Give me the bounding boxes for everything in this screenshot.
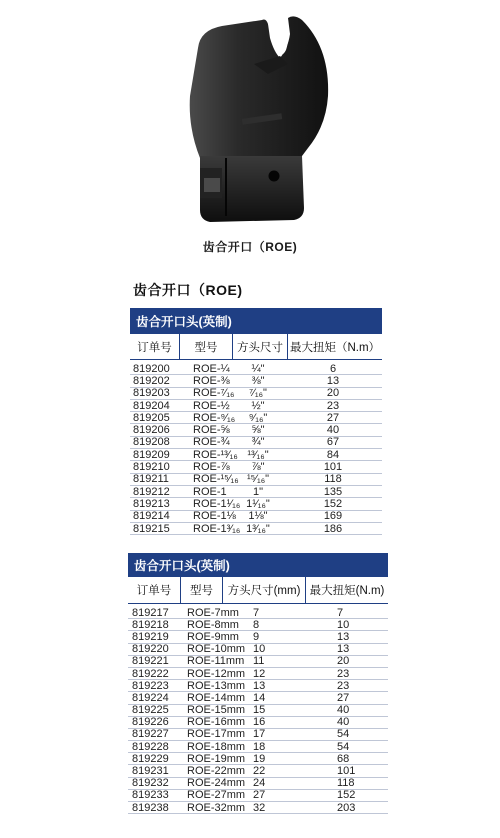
cell-model: ROE-½ [193, 399, 230, 412]
header-model: 型号 [179, 334, 232, 359]
cell-max-torque: 101 [337, 765, 356, 778]
cell-order-no: 819229 [132, 752, 169, 765]
table-row [128, 607, 388, 619]
header-model: 型号 [180, 577, 222, 603]
imperial-table [130, 308, 382, 535]
table-title: 齿合开口头(英制) [128, 553, 388, 576]
section-title: 齿合开口（ROE) [133, 282, 243, 298]
cell-square-size: 32 [253, 801, 266, 814]
cell-square-size: ⅞" [251, 461, 265, 474]
cell-max-torque: 13 [337, 630, 350, 643]
cell-order-no: 819219 [132, 630, 169, 643]
cell-max-torque: 40 [326, 424, 340, 437]
cell-max-torque: 27 [326, 411, 340, 424]
cell-model: ROE-15mm [187, 704, 246, 717]
product-caption: 齿合开口（ROE) [202, 240, 298, 254]
cell-model: ROE-1⅛ [193, 510, 236, 523]
cell-square-size: 27 [253, 789, 266, 802]
cell-model: ROE-⁷⁄₁₆ [193, 387, 235, 400]
header-order-no: 订单号 [137, 341, 172, 354]
cell-max-torque: 13 [337, 643, 350, 656]
cell-model: ROE-27mm [187, 789, 246, 802]
table-row [128, 790, 388, 802]
cell-max-torque: 203 [337, 801, 356, 814]
cell-model: ROE-⅝ [193, 424, 230, 437]
table-row [130, 523, 382, 535]
cell-square-size: ⅝" [251, 424, 265, 437]
cell-max-torque: 84 [326, 448, 340, 461]
header-square-size: 方头尺寸 [232, 334, 287, 359]
table-row [130, 375, 382, 387]
cell-square-size: ⅜" [251, 374, 265, 387]
cell-square-size: ¼" [251, 362, 265, 375]
table-row [130, 437, 382, 449]
cell-max-torque: 23 [326, 399, 340, 412]
cell-max-torque: 13 [326, 374, 340, 387]
table-row [130, 388, 382, 400]
cell-max-torque: 186 [323, 522, 343, 535]
table-row [130, 511, 382, 523]
table-header-row [130, 334, 382, 360]
cell-order-no: 819213 [133, 497, 170, 510]
table-row [128, 619, 388, 631]
cell-order-no: 819227 [132, 728, 169, 741]
cell-max-torque: 152 [337, 789, 356, 802]
cell-max-torque: 68 [337, 752, 350, 765]
table-row [128, 680, 388, 692]
cell-model: ROE-⅜ [193, 374, 230, 387]
cell-model: ROE-14mm [187, 691, 246, 704]
cell-max-torque: 54 [337, 740, 350, 753]
cell-square-size: 18 [253, 740, 266, 753]
cell-model: ROE-12mm [187, 667, 246, 680]
cell-square-size: ¹⁵⁄₁₆" [246, 473, 270, 486]
cell-model: ROE-32mm [187, 801, 246, 814]
cell-order-no: 819209 [133, 448, 170, 461]
cell-order-no: 819231 [132, 765, 169, 778]
table-row [128, 644, 388, 656]
header-square-size: 方头尺寸(mm) [222, 577, 305, 603]
metric-table [128, 553, 388, 814]
cell-model: ROE-19mm [187, 752, 246, 765]
cell-order-no: 819206 [133, 424, 170, 437]
cell-square-size: 15 [253, 704, 266, 717]
cell-max-torque: 40 [337, 704, 350, 717]
cell-square-size: ⁹⁄₁₆" [248, 411, 268, 424]
cell-model: ROE-¹³⁄₁₆ [193, 448, 238, 461]
table-row [128, 802, 388, 814]
cell-model: ROE-18mm [187, 740, 246, 753]
cell-order-no: 819204 [133, 399, 170, 412]
cell-model: ROE-16mm [187, 716, 246, 729]
table-row [130, 424, 382, 436]
cell-order-no: 819203 [133, 387, 170, 400]
cell-square-size: ¹³⁄₁₆" [247, 448, 269, 461]
cell-model: ROE-10mm [187, 643, 246, 656]
cell-model: ROE-1 [193, 485, 227, 498]
cell-model: ROE-1³⁄₁₆ [193, 522, 241, 535]
table-row [128, 631, 388, 643]
table-row [130, 486, 382, 498]
cell-square-size: 11 [253, 655, 265, 668]
cell-order-no: 819226 [132, 716, 169, 729]
cell-order-no: 819224 [132, 691, 169, 704]
cell-order-no: 819211 [133, 473, 169, 486]
cell-order-no: 819214 [133, 510, 170, 523]
cell-square-size: 1⅛" [248, 510, 268, 523]
cell-square-size: 19 [253, 752, 266, 765]
cell-square-size: 10 [253, 643, 266, 656]
cell-order-no: 819208 [133, 436, 170, 449]
table-row [128, 741, 388, 753]
cell-order-no: 819212 [133, 485, 170, 498]
cell-model: ROE-9mm [187, 630, 239, 643]
table-row [128, 705, 388, 717]
cell-model: ROE-¾ [193, 436, 230, 449]
cell-order-no: 819218 [132, 618, 169, 631]
cell-square-size: 7 [253, 606, 260, 619]
cell-model: ROE-11mm [187, 655, 245, 668]
cell-square-size: 24 [253, 777, 266, 790]
cell-max-torque: 20 [326, 387, 340, 400]
cell-max-torque: 7 [337, 606, 344, 619]
cell-max-torque: 40 [337, 716, 350, 729]
cell-square-size: 13 [253, 679, 266, 692]
table-row [128, 729, 388, 741]
header-max-torque: 最大扭矩（N.m） [287, 334, 382, 359]
cell-max-torque: 6 [329, 362, 337, 375]
table-row [130, 412, 382, 424]
cell-max-torque: 20 [337, 655, 350, 668]
cell-model: ROE-7mm [187, 606, 239, 619]
table-row [128, 692, 388, 704]
cell-order-no: 819223 [132, 679, 169, 692]
cell-max-torque: 54 [337, 728, 350, 741]
cell-order-no: 819215 [133, 522, 170, 535]
cell-square-size: ¾" [251, 436, 265, 449]
cell-order-no: 819205 [133, 411, 170, 424]
cell-model: ROE-24mm [187, 777, 246, 790]
cell-model: ROE-⅞ [193, 461, 230, 474]
cell-order-no: 819233 [132, 789, 169, 802]
cell-square-size: ⁷⁄₁₆" [249, 387, 267, 400]
cell-order-no: 819202 [133, 374, 170, 387]
cell-square-size: 1" [252, 485, 264, 498]
cell-max-torque: 10 [337, 618, 350, 631]
cell-max-torque: 101 [323, 461, 343, 474]
cell-square-size: 22 [253, 765, 266, 778]
cell-model: ROE-22mm [187, 765, 246, 778]
cell-order-no: 819225 [132, 704, 169, 717]
cell-model: ROE-17mm [187, 728, 246, 741]
cell-order-no: 819232 [132, 777, 169, 790]
cell-square-size: 16 [253, 716, 266, 729]
header-max-torque: 最大扭矩(N.m) [305, 577, 388, 603]
header-order-no: 订单号 [136, 585, 172, 597]
table-row [128, 778, 388, 790]
cell-square-size: 12 [253, 667, 266, 680]
cell-max-torque: 23 [337, 667, 350, 680]
cell-order-no: 819228 [132, 740, 169, 753]
cell-order-no: 819238 [132, 801, 169, 814]
cell-order-no: 819222 [132, 667, 169, 680]
cell-order-no: 819200 [133, 362, 170, 375]
cell-model: ROE-1¹⁄₁₆ [193, 497, 241, 510]
cell-max-torque: 118 [324, 473, 342, 486]
cell-model: ROE-¹⁵⁄₁₆ [193, 473, 239, 486]
cell-order-no: 819217 [132, 606, 169, 619]
cell-model: ROE-¼ [193, 362, 230, 375]
table-row [130, 363, 382, 375]
table-header-row [128, 576, 388, 604]
cell-square-size: 1³⁄₁₆" [246, 522, 270, 535]
cell-max-torque: 23 [337, 679, 350, 692]
table-row [130, 474, 382, 486]
table-title: 齿合开口头(英制) [130, 308, 382, 334]
cell-square-size: 17 [253, 728, 266, 741]
table-row [130, 449, 382, 461]
cell-max-torque: 152 [323, 497, 343, 510]
table-row [128, 717, 388, 729]
table-row [128, 656, 388, 668]
table-row [128, 668, 388, 680]
table-row [130, 498, 382, 510]
cell-square-size: 9 [253, 630, 260, 643]
cell-order-no: 819210 [133, 461, 170, 474]
cell-max-torque: 67 [326, 436, 340, 449]
cell-model: ROE-⁹⁄₁₆ [193, 411, 236, 424]
cell-model: ROE-13mm [187, 679, 246, 692]
table-row [130, 400, 382, 412]
cell-max-torque: 27 [337, 691, 350, 704]
cell-square-size: 8 [253, 618, 260, 631]
product-image [170, 8, 340, 228]
table-row [128, 765, 388, 777]
cell-model: ROE-8mm [187, 618, 239, 631]
cell-max-torque: 135 [323, 485, 343, 498]
cell-square-size: ½" [251, 399, 265, 412]
cell-order-no: 819220 [132, 643, 169, 656]
cell-max-torque: 118 [337, 777, 355, 790]
table-row [130, 461, 382, 473]
table-row [128, 753, 388, 765]
cell-square-size: 1¹⁄₁₆" [246, 497, 270, 510]
cell-max-torque: 169 [323, 510, 343, 523]
cell-order-no: 819221 [132, 655, 169, 668]
cell-square-size: 14 [253, 691, 266, 704]
